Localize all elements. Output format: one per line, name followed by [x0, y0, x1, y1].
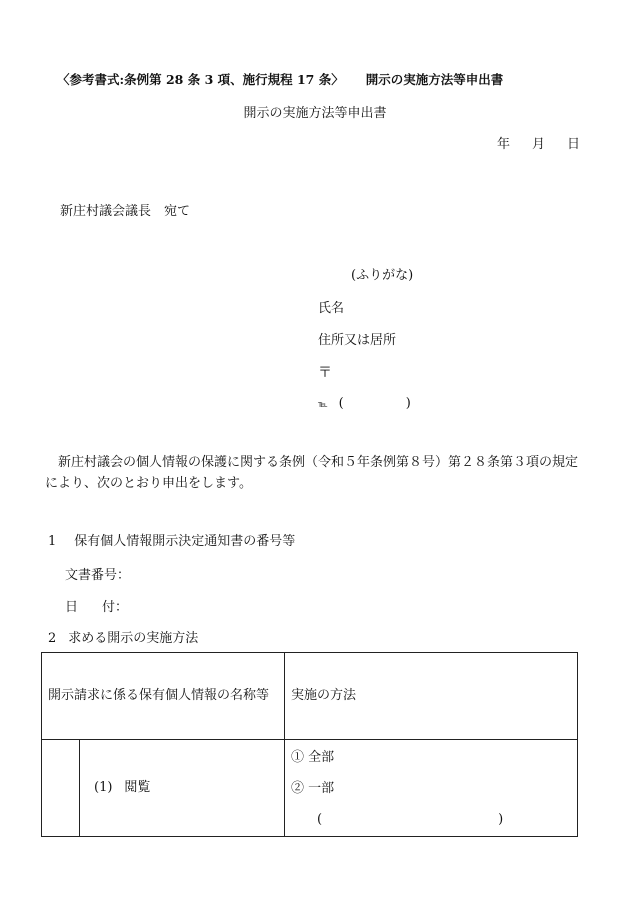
section-1-heading [48, 533, 295, 551]
tel-paren-close: ) [405, 396, 411, 411]
telephone-line [318, 395, 411, 413]
addressee: 新庄村議会議長 宛て [60, 204, 191, 219]
option-all[interactable]: ① 全部 [291, 749, 335, 765]
detail-paren-close: ) [498, 811, 504, 827]
header-cell-name [42, 653, 285, 740]
table-header-row [42, 653, 578, 740]
checkbox-cell[interactable] [42, 740, 80, 837]
detail-paren-open: ( [317, 811, 323, 827]
document-title: 開示の実施方法等申出書 [243, 106, 387, 121]
date-month: 月 [531, 137, 545, 152]
address-label: 住所又は居所 [318, 333, 397, 348]
date-year: 年 [496, 137, 510, 152]
method-options [285, 742, 577, 835]
option-partial[interactable]: ② 一部 [291, 780, 335, 796]
column-header-method: 実施の方法 [291, 688, 357, 704]
section-1-title: 保有個人情報開示決定通知書の番号等 [74, 534, 296, 549]
section-2-number: 2 [48, 631, 57, 646]
document-number-label: 文書番号： [65, 568, 131, 583]
section-1-number: 1 [48, 534, 57, 549]
section-2-title: 求める開示の実施方法 [68, 631, 199, 646]
date-day: 日 [566, 137, 580, 152]
table-row [42, 740, 578, 837]
options-cell [285, 740, 578, 837]
header-cell-method [285, 653, 578, 740]
postal-mark: 〒 [318, 365, 332, 381]
date-line [475, 136, 580, 154]
body-paragraph: 新庄村議会の個人情報の保護に関する条例（令和５年条例第８号）第２８条第３項の規定により、次のとおり申出をします。 [45, 455, 579, 491]
telephone-icon: ℡ [318, 400, 327, 410]
method-table [41, 652, 578, 837]
reference-header [57, 72, 503, 89]
tel-paren-open: ( [338, 396, 344, 411]
reference-title: 開示の実施方法等申出書 [365, 72, 504, 87]
viewing-cell [80, 740, 285, 837]
name-label: 氏名 [318, 301, 345, 316]
reference-note: 〈参考書式:条例第 28 条 3 項、施行規程 17 条〉 [57, 72, 344, 87]
furigana-label: (ふりがな) [351, 268, 414, 283]
column-header-name: 開示請求に係る保有個人情報の名称等 [48, 688, 270, 704]
partial-detail-field[interactable] [291, 804, 577, 835]
row-label: 閲覧 [124, 780, 151, 796]
date-label-a: 日 [65, 600, 79, 615]
section-2-heading [48, 630, 198, 648]
document-date-label [65, 599, 128, 617]
date-label-b: 付： [102, 600, 129, 615]
row-number: (1) [94, 780, 113, 796]
